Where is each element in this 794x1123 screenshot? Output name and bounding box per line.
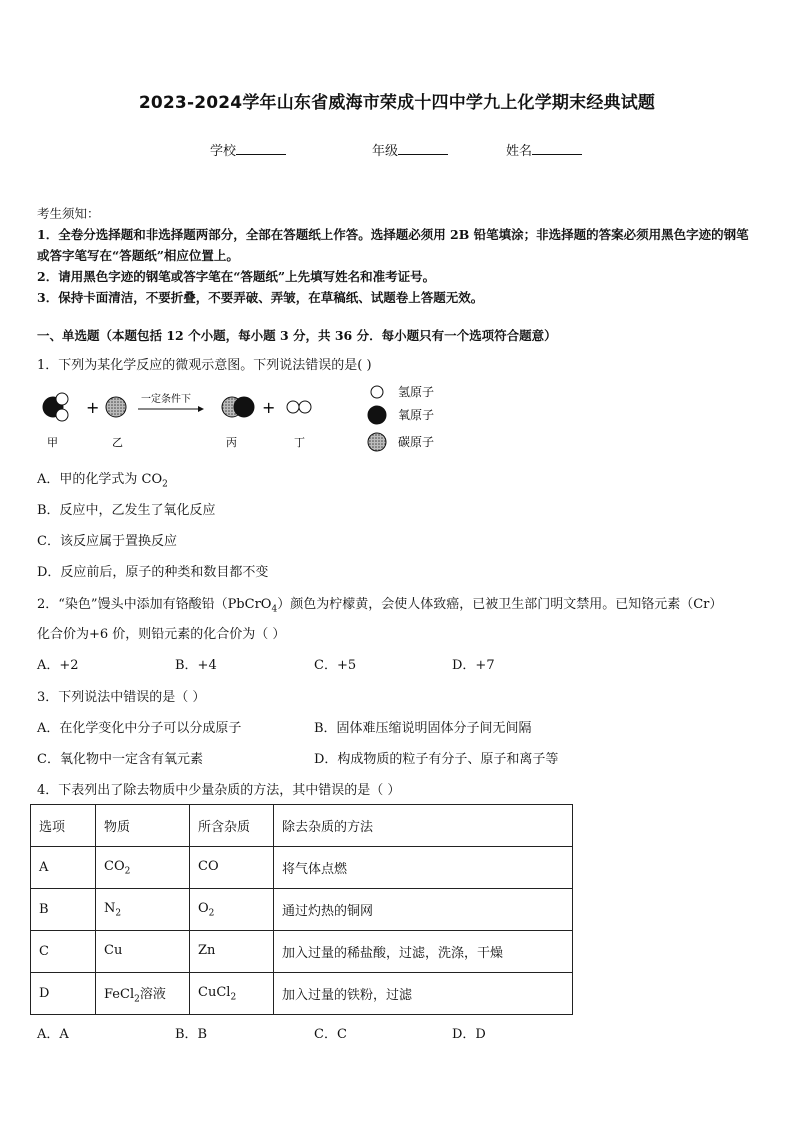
note-item-3: 3．保持卡面清洁，不要折叠，不要弄破、弄皱，在草稿纸、试题卷上答题无效。: [37, 290, 484, 305]
row-option: A: [31, 847, 96, 889]
question-2-line-2: 化合价为+6 价，则铅元素的化合价为（ ）: [37, 627, 286, 642]
table-row: [31, 847, 573, 889]
table-header-row: [31, 805, 573, 847]
exam-notes: [37, 203, 759, 308]
header-substance: 物质: [96, 805, 190, 847]
legend-hydrogen-label: 氢原子: [398, 385, 435, 399]
row-option: C: [31, 931, 96, 973]
name-blank: [532, 142, 582, 155]
row-impurity: CuCl$_2$: [190, 973, 274, 1015]
q1-option-a: A．甲的化学式为 $CO_2$: [37, 472, 168, 490]
school-field: [210, 140, 286, 159]
q2-option-a: A．+2: [37, 658, 79, 673]
table-row: [31, 931, 573, 973]
legend: [368, 385, 434, 451]
row-option: D: [31, 973, 96, 1015]
grade-label: 年级: [372, 144, 399, 159]
grade-blank: [398, 142, 448, 155]
molecule-ding: [287, 401, 311, 413]
label-yi: 乙: [112, 436, 123, 449]
school-label: 学校: [210, 144, 237, 159]
impurity-table: [30, 804, 573, 1015]
page-title: 2023-2024学年山东省威海市荣成十四中学九上化学期末经典试题: [138, 93, 656, 113]
question-1-stem: 1．下列为某化学反应的微观示意图。下列说法错误的是( ): [37, 358, 372, 373]
q3-option-b: B．固体难压缩说明固体分子间无间隔: [314, 721, 532, 736]
q2-option-b: B．+4: [175, 658, 217, 673]
q2-option-c: C．+5: [314, 658, 357, 673]
reaction-condition: 一定条件下: [141, 394, 191, 405]
q3-option-d: D．构成物质的粒子有分子、原子和离子等: [314, 752, 559, 767]
legend-carbon-icon: [368, 433, 386, 451]
plus-sign: +: [86, 398, 100, 417]
header-method: 除去杂质的方法: [274, 805, 573, 847]
reaction-arrow: [138, 392, 204, 412]
q2-option-d: D．+7: [452, 658, 495, 673]
molecule-bing: [222, 397, 254, 417]
row-method: 加入过量的稀盐酸，过滤，洗涤，干燥: [274, 931, 573, 973]
name-label: 姓名: [506, 144, 533, 159]
row-substance: $CO_2$: [96, 847, 190, 889]
q4-option-a: A．A: [37, 1027, 69, 1042]
row-substance: $N_2$: [96, 889, 190, 931]
header-option: 选项: [31, 805, 96, 847]
notes-heading: 考生须知：: [37, 206, 100, 221]
q1-option-b: B．反应中，乙发生了氧化反应: [37, 503, 216, 518]
label-jia: 甲: [47, 436, 58, 449]
row-impurity: CO: [190, 847, 274, 889]
legend-hydrogen-icon: [371, 386, 383, 398]
q3-option-c: C．氧化物中一定含有氧元素: [37, 752, 203, 767]
q4-option-b: B．B: [175, 1027, 208, 1042]
oxygen-atom: [234, 397, 254, 417]
row-method: 通过灼热的铜网: [274, 889, 573, 931]
plus-sign: +: [262, 398, 276, 417]
q1-option-d: D．反应前后，原子的种类和数目都不变: [37, 565, 269, 580]
legend-oxygen-label: 氧原子: [398, 408, 435, 422]
legend-carbon-label: 碳原子: [398, 435, 435, 449]
row-method: 加入过量的铁粉，过滤: [274, 973, 573, 1015]
molecule-yi: [106, 397, 126, 417]
row-method: 将气体点燃: [274, 847, 573, 889]
label-ding: 丁: [294, 436, 305, 449]
hydrogen-atom: [56, 393, 68, 405]
row-substance: FeCl$_2$溶液: [96, 973, 190, 1015]
hydrogen-atom: [56, 409, 68, 421]
q4-option-d: D．D: [452, 1027, 486, 1042]
legend-oxygen-icon: [368, 406, 386, 424]
reaction-diagram: [36, 380, 456, 452]
carbon-atom: [106, 397, 126, 417]
header-impurity: 所含杂质: [190, 805, 274, 847]
school-blank: [236, 142, 286, 155]
q1-option-c: C．该反应属于置换反应: [37, 534, 177, 549]
question-4-stem: 4．下表列出了除去物质中少量杂质的方法，其中错误的是（ ）: [37, 783, 401, 798]
hydrogen-atom: [299, 401, 311, 413]
row-option: B: [31, 889, 96, 931]
label-bing: 丙: [226, 436, 237, 449]
row-impurity: Zn: [190, 931, 274, 973]
hydrogen-atom: [287, 401, 299, 413]
name-field: [506, 140, 582, 159]
row-impurity: $O_2$: [190, 889, 274, 931]
grade-field: [372, 140, 448, 159]
section-heading: 一、单选题（本题包括 12 个小题，每小题 3 分，共 36 分．每小题只有一个选项符合题意）: [37, 328, 557, 343]
q3-option-a: A．在化学变化中分子可以分成原子: [37, 721, 242, 736]
molecule-jia: [43, 393, 68, 421]
question-2-line-1: 2．“染色”馒头中添加有铬酸铅（PbCrO$_4$）颜色为柠檬黄，会使人体致癌，已被卫生部门明文禁用。已知铬元素（Cr）: [37, 597, 723, 615]
row-substance: Cu: [96, 931, 190, 973]
table-row: [31, 973, 573, 1015]
question-3-stem: 3．下列说法中错误的是（ ）: [37, 690, 206, 705]
note-item-2: 2．请用黑色字迹的钢笔或答字笔在“答题纸”上先填写姓名和准考证号。: [37, 269, 436, 284]
q4-option-c: C．C: [314, 1027, 347, 1042]
table-row: [31, 889, 573, 931]
note-item-1: 1．全卷分选择题和非选择题两部分，全部在答题纸上作答。选择题必须用 2B 铅笔填涂；非选择题的答案必须用黑色字迹的钢笔或答字笔写在“答题纸”相应位置上。: [37, 227, 749, 263]
